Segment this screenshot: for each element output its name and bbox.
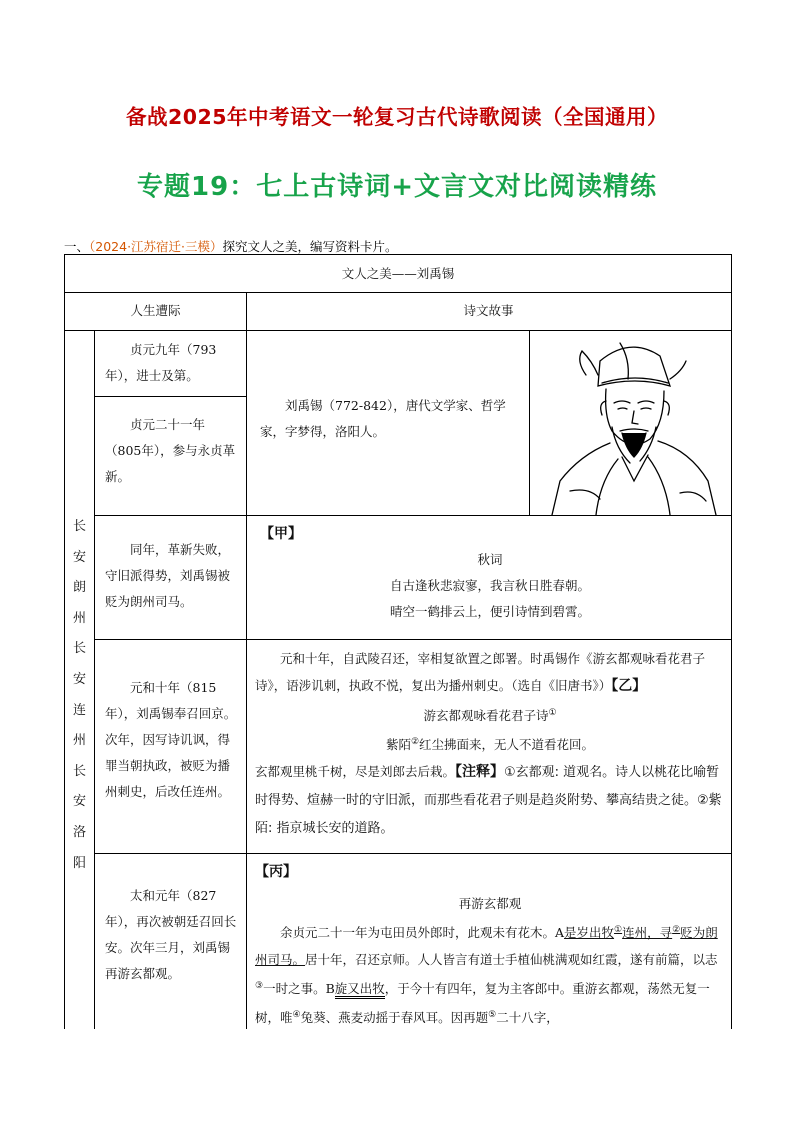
places-column	[65, 330, 94, 1029]
bing-text: 余贞元二十一年为屯田员外郎时，此观未有花木。A	[280, 925, 565, 941]
portrait-icon	[530, 331, 731, 515]
jia-label: 【甲】	[260, 526, 302, 542]
yi-notes: ①玄都观: 道观名。诗人以桃花比喻暂时得势、煊赫一时的守旧派，而那些看花君子则是趋炎附势、攀高结贵之徒。②紫陌: 指京城长安的道路。	[255, 765, 722, 837]
note-marker: ①	[548, 708, 557, 718]
jia-line-1: 自古逢秋悲寂寥，我言秋日胜春朝。	[389, 578, 590, 593]
life-event-827: 太和元年（827年），再次被朝廷召回长安。次年三月，刘禹锡再游玄都观。	[105, 888, 237, 981]
place-char: 安	[72, 549, 86, 565]
place-char: 安	[72, 794, 86, 810]
bing-preface	[255, 917, 725, 1031]
question-instruction: 探究文人之美，编写资料卡片。	[222, 239, 398, 254]
life-event-exile-langzhou: 同年，革新失败，守旧派得势，刘禹锡被贬为朗州司马。	[105, 542, 231, 609]
column-header-works: 诗文故事	[463, 303, 514, 318]
question-number: 一、	[64, 239, 90, 254]
question-intro	[64, 237, 398, 255]
note-marker: ③	[255, 981, 264, 992]
page-title: 备战2025年中考语文一轮复习古代诗歌阅读（全国通用）	[125, 105, 669, 129]
bing-text: 兔葵、燕麦动摇于春风耳。因再题	[300, 1010, 489, 1026]
note-marker: ④	[292, 1010, 301, 1021]
resource-card-table	[64, 254, 732, 1029]
sentence-b-underlined: 旋又出牧	[335, 981, 385, 999]
yi-history-passage: 元和十年，自武陵召还，宰相复欲置之郎署。时禹锡作《游玄都观咏看花君子诗》，语涉讥刺，执政不悦，复出为播州刺史。（选自《旧唐书》）	[255, 651, 706, 693]
section-yi	[255, 645, 725, 842]
yi-poem-title: 游玄都观咏看花君子诗	[423, 708, 549, 724]
place-char: 连	[72, 702, 86, 718]
place-char: 州	[72, 733, 86, 749]
place-char: 长	[72, 519, 86, 534]
section-jia	[260, 523, 720, 625]
card-heading: 文人之美——刘禹锡	[341, 266, 455, 281]
yi-label: 【乙】	[611, 678, 647, 694]
yi-line-1b: 红尘拂面来，无人不道看花回。	[419, 737, 595, 753]
place-char: 安	[72, 671, 86, 687]
yi-line-1a: 紫陌	[385, 737, 411, 753]
bing-label: 【丙】	[255, 864, 297, 880]
yi-line-2: 玄都观里桃千树，尽是刘郎去后栽。	[255, 764, 456, 780]
note-marker: ②	[410, 737, 420, 748]
jia-title: 秋词	[477, 552, 503, 567]
place-char: 朗	[72, 580, 86, 596]
bing-text: 居十年，召还京师。人人皆言有道士手植仙桃满观如红霞，遂有前篇，以志	[305, 952, 718, 968]
jia-line-2: 晴空一鹤排云上，便引诗情到碧霄。	[389, 604, 590, 619]
place-char: 洛	[72, 824, 86, 840]
life-event-815: 元和十年（815年），刘禹锡奉召回京。次年，因写诗讥讽，得罪当朝执政，被贬为播州刺史，后改任连州。	[105, 680, 237, 799]
author-intro: 刘禹锡（772-842），唐代文学家、哲学家，字梦得，洛阳人。	[260, 398, 506, 439]
page-subtitle: 专题19：七上古诗词+文言文对比阅读精练	[137, 172, 657, 202]
bing-text: 二十八字，	[496, 1010, 559, 1026]
column-header-life: 人生遭际	[130, 303, 181, 318]
sentence-a-underlined: 连州，寻	[622, 925, 673, 941]
section-bing	[255, 859, 725, 1031]
note-marker: ①	[614, 925, 623, 935]
place-char: 长	[72, 763, 86, 779]
note-marker: ⑤	[488, 1010, 497, 1021]
life-event-805: 贞元二十一年（805年），参与永贞革新。	[105, 417, 236, 484]
note-marker: ②	[672, 925, 681, 935]
life-event-793: 贞元九年（793年），进士及第。	[105, 342, 217, 383]
bing-title: 再游玄都观	[458, 896, 522, 911]
bing-text: 一时之事。B	[263, 981, 335, 997]
place-char: 阳	[72, 855, 86, 871]
bing-text: ，于今十有四年，复为主客郎中。重游玄都观，荡然无复一树，唯	[255, 981, 710, 1026]
sentence-a-underlined: 是岁出牧	[564, 925, 615, 941]
question-source: （2024·江苏宿迁·三模）	[89, 239, 223, 254]
place-char: 州	[72, 610, 86, 626]
place-char: 长	[72, 641, 86, 657]
yi-notes-label: 【注释】	[455, 764, 505, 781]
sentence-a-underlined: 贬为朗州司马。	[255, 925, 718, 968]
